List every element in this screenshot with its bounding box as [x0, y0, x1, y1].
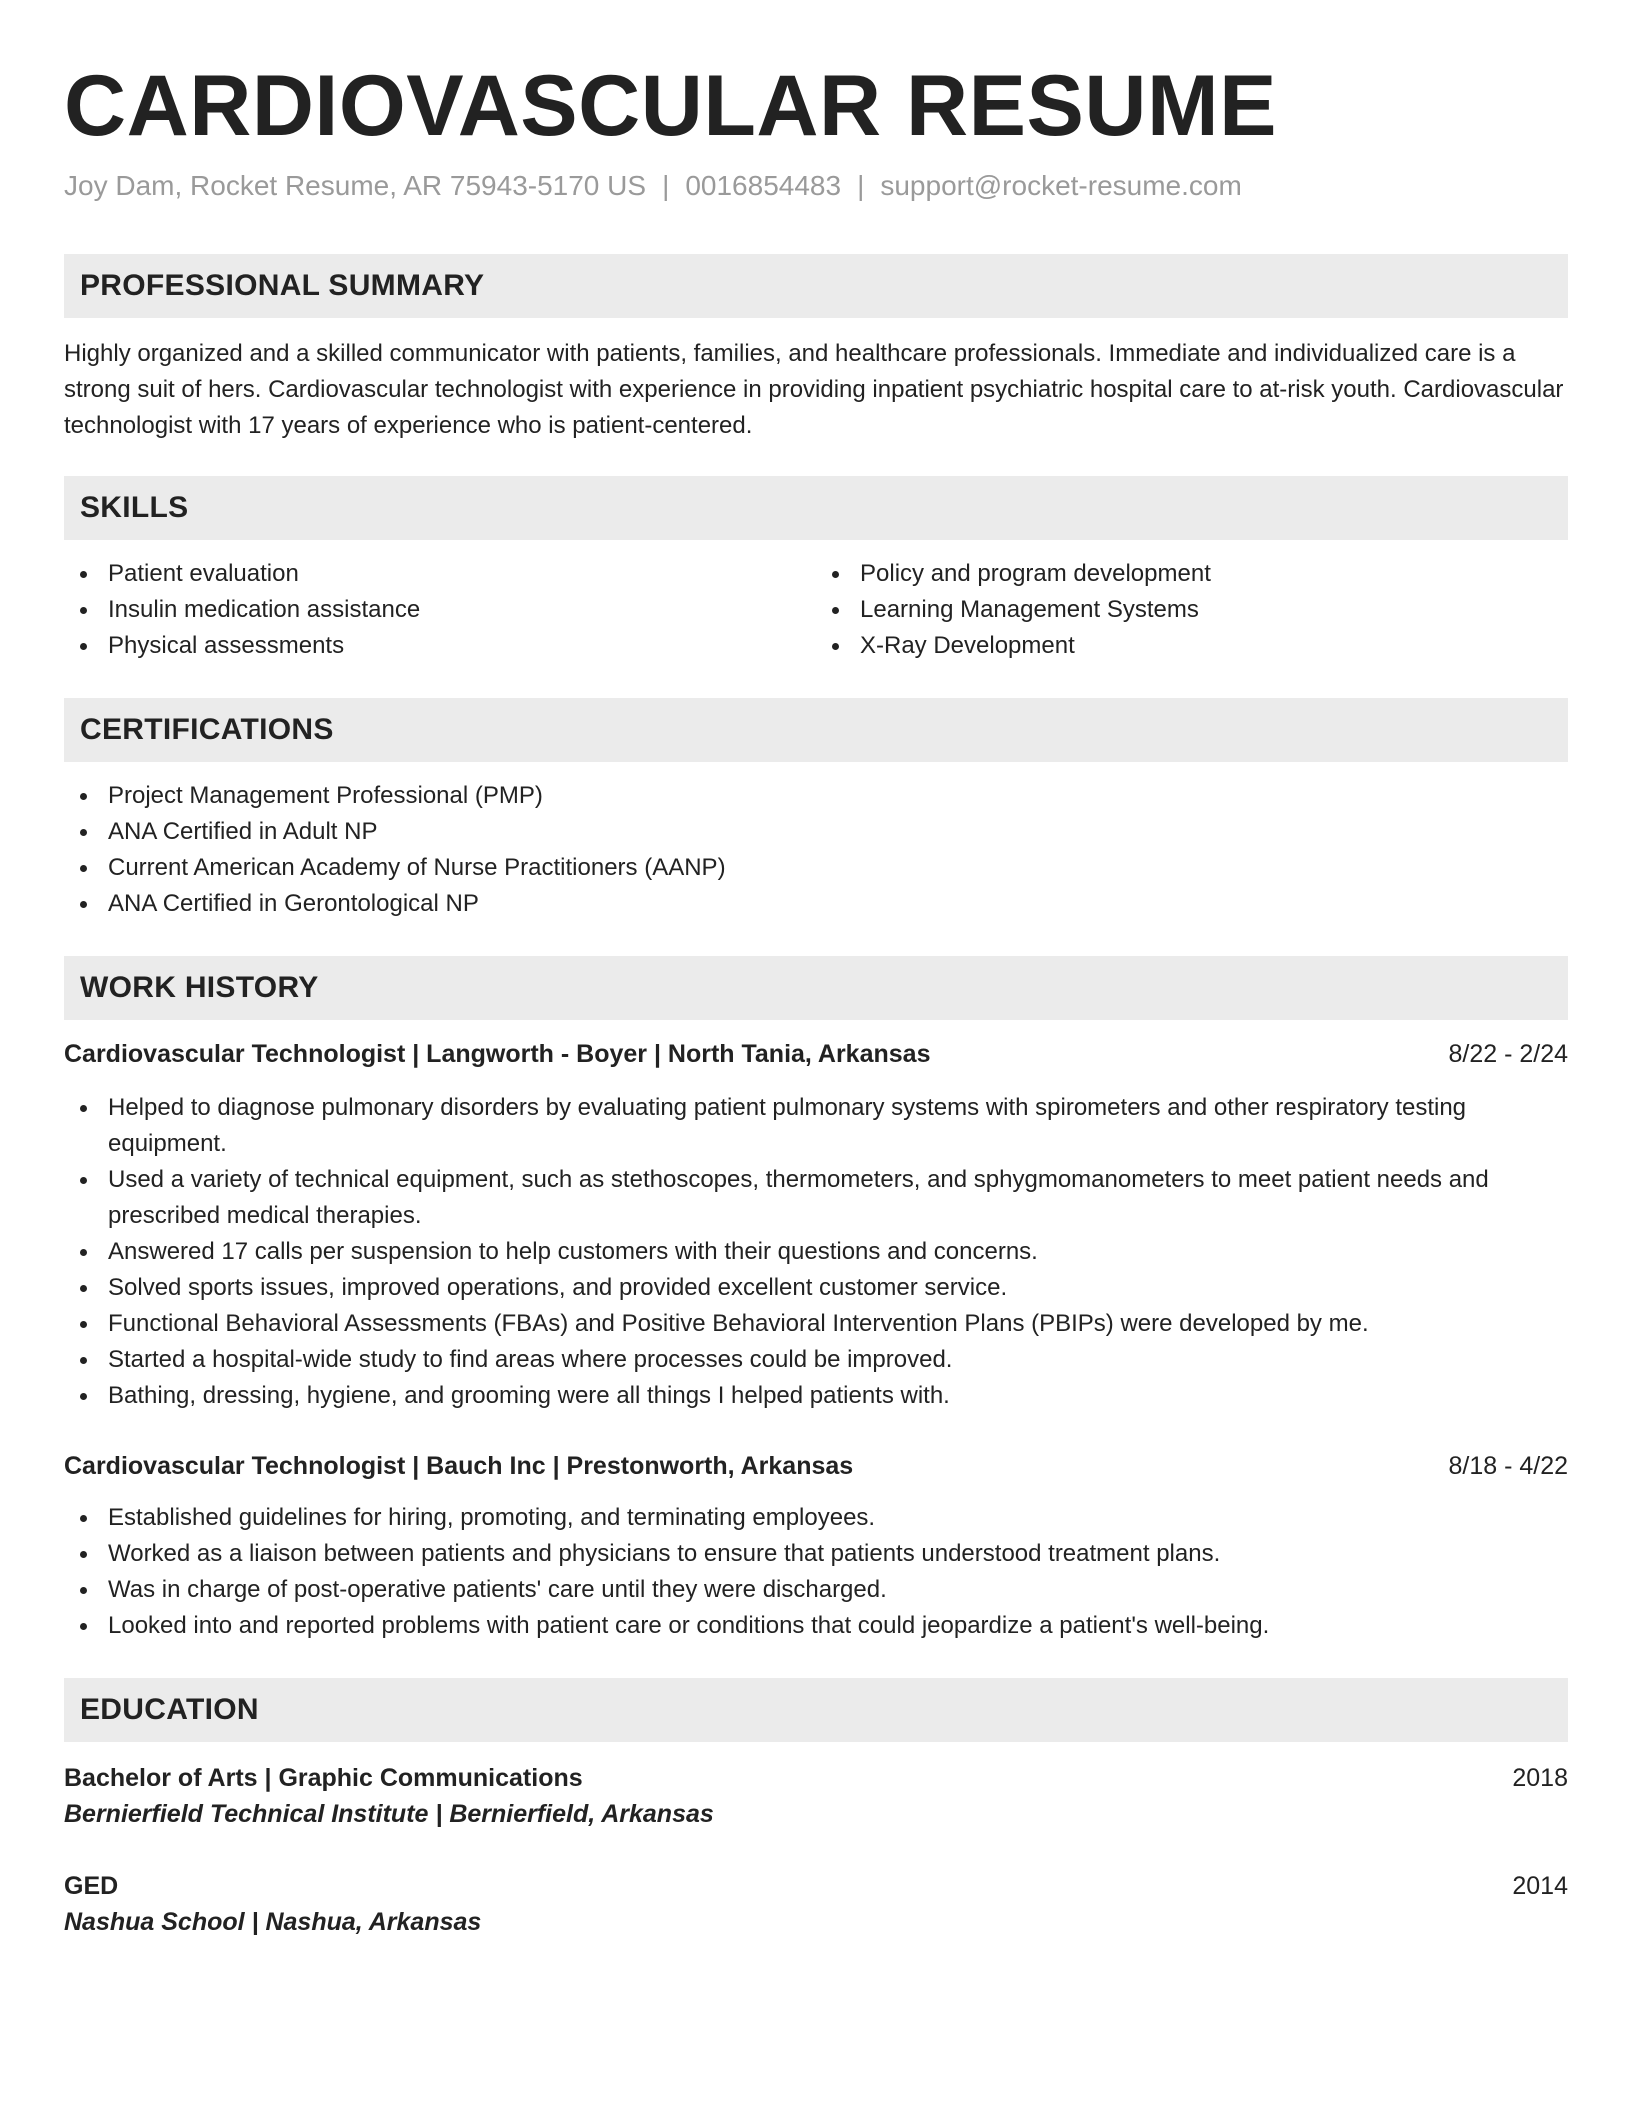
- contact-email: support@rocket-resume.com: [880, 170, 1242, 201]
- job-dates: 8/22 - 2/24: [1448, 1040, 1568, 1068]
- job-title: Cardiovascular Technologist | Langworth - Boyer | North Tania, Arkansas: [64, 1040, 931, 1068]
- section-header-certifications: CERTIFICATIONS: [64, 698, 1568, 762]
- education-school: Nashua School | Nashua, Arkansas: [64, 1908, 482, 1936]
- list-item: Current American Academy of Nurse Practitioners (AANP): [64, 850, 1568, 886]
- job-bullets: [64, 1090, 1568, 1414]
- skills-column-right: [816, 556, 1568, 664]
- list-item: Bathing, dressing, hygiene, and grooming were all things I helped patients with.: [64, 1378, 1568, 1414]
- skills-grid: [64, 556, 1568, 664]
- contact-line: [64, 168, 1568, 204]
- contact-phone: 0016854483: [685, 170, 842, 201]
- list-item: Started a hospital-wide study to find areas where processes could be improved.: [64, 1342, 1568, 1378]
- list-item: Patient evaluation: [64, 556, 816, 592]
- skills-list-left: [64, 556, 816, 664]
- education-school: Bernierfield Technical Institute | Bernierfield, Arkansas: [64, 1800, 714, 1828]
- list-item: Solved sports issues, improved operations, and provided excellent customer service.: [64, 1270, 1568, 1306]
- education-year: 2014: [1512, 1872, 1568, 1900]
- list-item: X-Ray Development: [816, 628, 1568, 664]
- contact-separator: |: [857, 170, 865, 201]
- section-header-skills: SKILLS: [64, 476, 1568, 540]
- job-dates: 8/18 - 4/22: [1448, 1452, 1568, 1480]
- section-header-education: EDUCATION: [64, 1678, 1568, 1742]
- list-item: Worked as a liaison between patients and physicians to ensure that patients understood treatment plans.: [64, 1536, 1568, 1572]
- list-item: Policy and program development: [816, 556, 1568, 592]
- skills-list-right: [816, 556, 1568, 664]
- education-header: [64, 1760, 1568, 1796]
- list-item: Physical assessments: [64, 628, 816, 664]
- job-bullets: [64, 1500, 1568, 1644]
- list-item: ANA Certified in Gerontological NP: [64, 886, 1568, 922]
- list-item: Established guidelines for hiring, promoting, and terminating employees.: [64, 1500, 1568, 1536]
- education-degree: GED: [64, 1872, 119, 1900]
- section-header-summary: PROFESSIONAL SUMMARY: [64, 254, 1568, 318]
- contact-separator: |: [662, 170, 670, 201]
- education-degree: Bachelor of Arts | Graphic Communications: [64, 1764, 583, 1792]
- contact-address: Joy Dam, Rocket Resume, AR 75943-5170 US: [64, 170, 647, 201]
- job-header: [64, 1448, 1568, 1484]
- resume-title: CARDIOVASCULAR RESUME: [64, 58, 1277, 154]
- list-item: Helped to diagnose pulmonary disorders by evaluating patient pulmonary systems with spirometers and other respiratory testing equipment.: [64, 1090, 1568, 1162]
- education-header: [64, 1868, 1568, 1904]
- list-item: Looked into and reported problems with patient care or conditions that could jeopardize a patient's well-being.: [64, 1608, 1568, 1644]
- education-year: 2018: [1512, 1764, 1568, 1792]
- list-item: Was in charge of post-operative patients' care until they were discharged.: [64, 1572, 1568, 1608]
- list-item: Learning Management Systems: [816, 592, 1568, 628]
- list-item: Answered 17 calls per suspension to help customers with their questions and concerns.: [64, 1234, 1568, 1270]
- certifications-list: [64, 778, 1568, 922]
- list-item: ANA Certified in Adult NP: [64, 814, 1568, 850]
- list-item: Insulin medication assistance: [64, 592, 816, 628]
- list-item: Functional Behavioral Assessments (FBAs) and Positive Behavioral Intervention Plans (PBIPs) were developed by me.: [64, 1306, 1568, 1342]
- job-header: [64, 1036, 1568, 1072]
- section-header-work-history: WORK HISTORY: [64, 956, 1568, 1020]
- skills-column-left: [64, 556, 816, 664]
- summary-text: Highly organized and a skilled communicator with patients, families, and healthcare professionals. Immediate and individualized care is a strong suit of hers. Cardiovascular technologist with experience in providing inpatient psychiatric hospital care to at-risk youth. Cardiovascular technologist with 17 years of experience who is patient-centered.: [64, 340, 1564, 439]
- job-title: Cardiovascular Technologist | Bauch Inc | Prestonworth, Arkansas: [64, 1452, 854, 1480]
- list-item: Used a variety of technical equipment, such as stethoscopes, thermometers, and sphygmomanometers to meet patient needs and prescribed medical therapies.: [64, 1162, 1568, 1234]
- list-item: Project Management Professional (PMP): [64, 778, 1568, 814]
